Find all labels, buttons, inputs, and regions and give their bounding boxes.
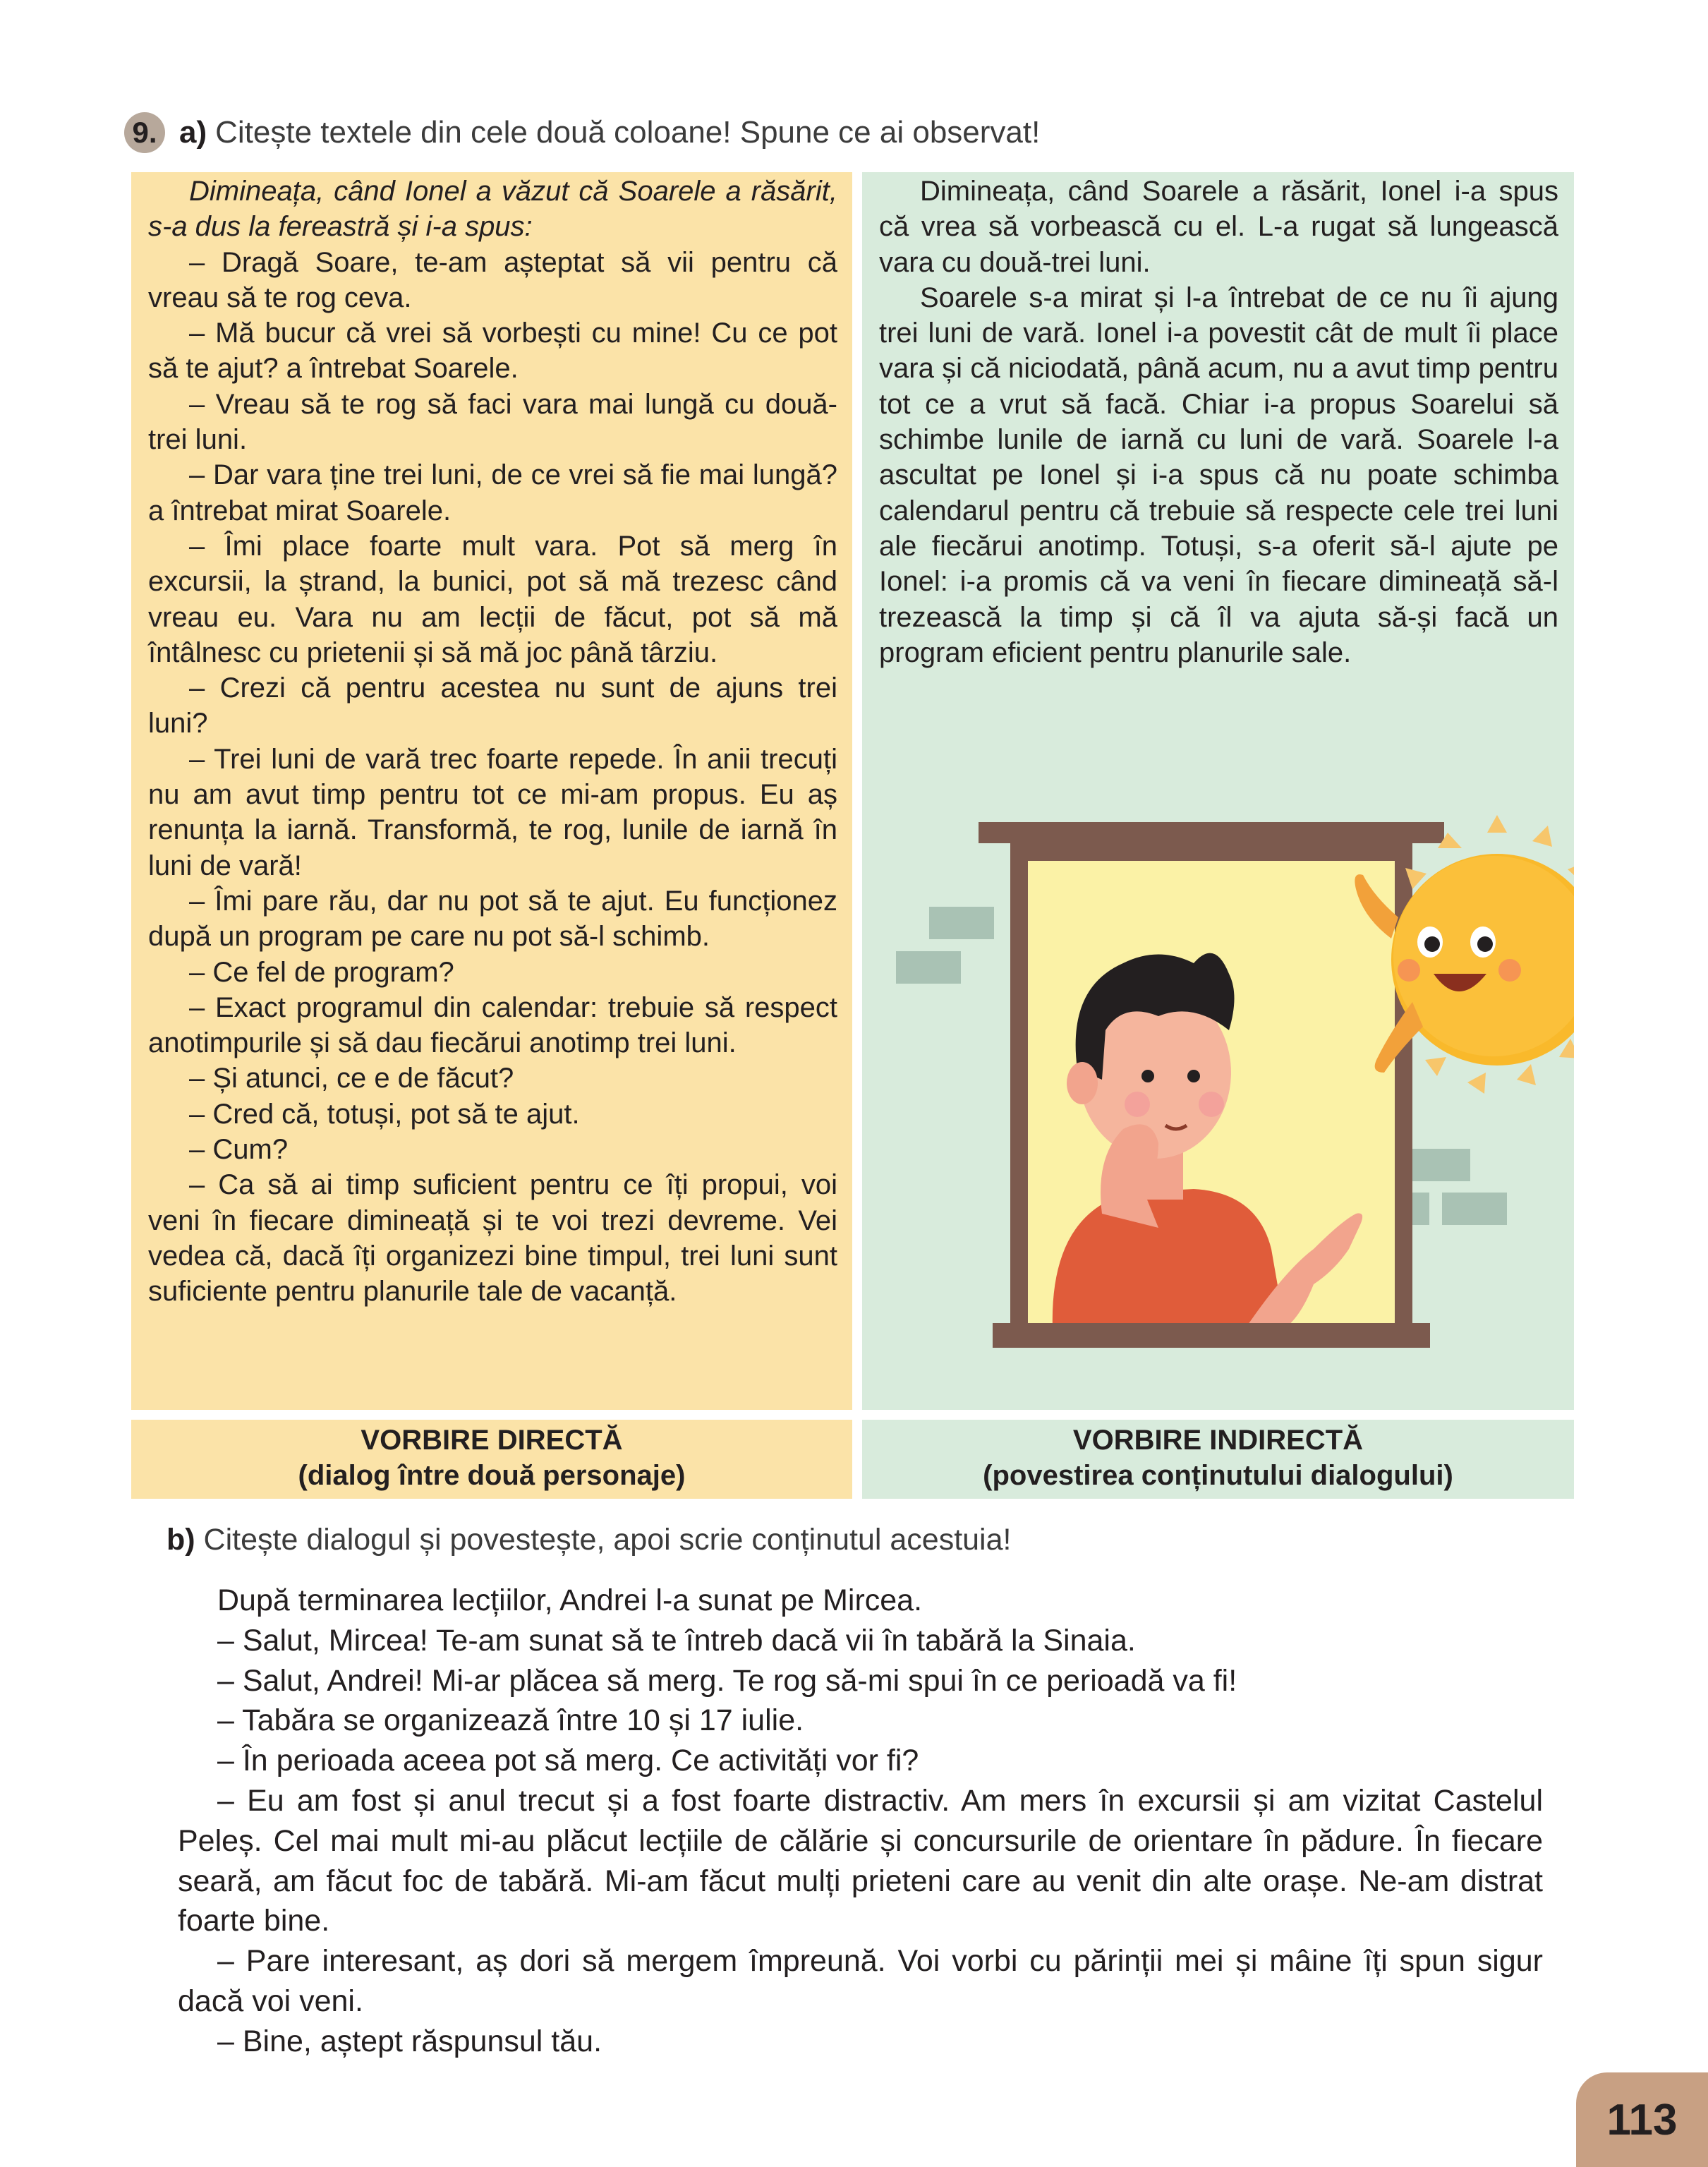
dialog-line: După terminarea lecțiilor, Andrei l-a sunat pe Mircea.: [217, 1583, 923, 1617]
brick-icon: [929, 907, 994, 939]
direct-speech-caption: [131, 1423, 852, 1493]
cheek: [1199, 1092, 1224, 1117]
part-b-dialog: [178, 1581, 1543, 2062]
narration-paragraph: Soarele s-a mirat și l-a întrebat de ce nu îi ajung trei luni de vară. Ionel i-a povestit cât de mult îi place vara și că niciodată, până acum, nu a avut timp pentru tot ce a vrut să facă. Chiar i-a propus Soarelui să schimbe lunile de iarnă cu luni de vară. Soarele l-a ascultat pe Ionel și i-a spus că nu poate schimba calendarul pentru că trebuie să respecte cele trei luni ale fiecărui anotimp. Totuși, s-a oferit să-l ajute pe Ionel: i-a promis că va veni în fiecare dimineață să-l trezească la timp și că îl va ajuta să-și facă un program eficient pentru planurile sale.: [879, 282, 1558, 668]
indirect-speech-caption: [862, 1423, 1574, 1493]
direct-speech-intro: Dimineața, când Ionel a văzut că Soarele a răsărit, s-a dus la fereastră și i-a spus:: [148, 176, 837, 243]
dialog-line: – Salut, Mircea! Te-am sunat să te întreb dacă vii în tabără la Sinaia.: [217, 1623, 1136, 1658]
window-bottom-sill: [993, 1323, 1430, 1348]
dialog-line: – Ce fel de program?: [189, 956, 454, 988]
brick-icon: [896, 951, 961, 984]
dialog-line: – Ca să ai timp suficient pentru ce îți propui, voi veni în fiecare dimineață și te voi trezi devreme. Vei vedea că, dacă îți organizezi bine timpul, trei luni sunt suficiente pentru planurile tale de vacanță.: [148, 1169, 837, 1308]
part-a-instruction: Citește textele din cele două coloane! Spune ce ai observat!: [215, 115, 1041, 150]
dialog-line: – Și atunci, ce e de făcut?: [189, 1063, 514, 1094]
dialog-line: – Cum?: [189, 1134, 289, 1166]
indirect-speech-text: [879, 174, 1558, 670]
dialog-line: – Tabăra se organizează între 10 și 17 iulie.: [217, 1703, 804, 1738]
narration-paragraph: Dimineața, când Soarele a răsărit, Ionel i-a spus că vrea să vorbească cu el. L-a rugat să lungească vara cu două-trei luni.: [879, 176, 1558, 278]
indirect-speech-title: VORBIRE INDIRECTĂ: [1072, 1425, 1364, 1456]
part-b-instruction: Citește dialogul și povestește, apoi scrie conținutul acestuia!: [203, 1523, 1012, 1557]
direct-speech-title: VORBIRE DIRECTĂ: [361, 1425, 623, 1456]
exercise-number-badge: 9.: [124, 112, 165, 153]
direct-speech-text: [148, 174, 837, 1310]
dialog-line: – Eu am fost și anul trecut și a fost foarte distractiv. Am mers în excursii și am vizitat Castelul Peleș. Cel mai mult mi-au plăcut lecțiile de călărie și concursurile de orientare în pădure. În fiecare seară, am făcut foc de tabără. Mi-am făcut mulți prieteni care au venit din alte orașe. Ne-am distrat foarte bine.: [178, 1783, 1543, 1938]
part-a-label: a): [179, 115, 207, 150]
window-top-sill: [979, 822, 1444, 843]
part-b-label: b): [166, 1523, 195, 1557]
dialog-line: – Crezi că pentru acestea nu sunt de ajuns trei luni?: [148, 672, 837, 740]
dialog-line: – Vreau să te rog să faci vara mai lungă cu două-trei luni.: [148, 388, 837, 456]
eye: [1141, 1070, 1154, 1082]
boy-at-window-illustration: [862, 762, 1574, 1397]
dialog-line: – Bine, aștept răspunsul tău.: [217, 2024, 602, 2058]
dialog-line: – Cred că, totuși, pot să te ajut.: [189, 1098, 580, 1130]
ear: [1067, 1062, 1098, 1104]
part-b-header: [166, 1523, 1011, 1557]
brick-icon: [1405, 1149, 1470, 1181]
dialog-line: – Pare interesant, aș dori să mergem împreună. Voi vorbi cu părinții mei și mâine îți spun sigur dacă voi veni.: [178, 1944, 1543, 2018]
dialog-line: – Îmi place foarte mult vara. Pot să merg în excursii, la ștrand, la bunici, pot să mă trezesc când vreau eu. Vara nu am lecții de făcut, pot să mă întâlnesc cu prietenii și să mă joc până târziu.: [148, 530, 837, 668]
cheek: [1125, 1092, 1150, 1117]
dialog-line: – În perioada aceea pot să merg. Ce activități vor fi?: [217, 1744, 919, 1778]
exercise-header: [124, 109, 1040, 157]
indirect-speech-subtitle: (povestirea conținutului dialogului): [983, 1460, 1453, 1491]
dialog-line: – Exact programul din calendar: trebuie să respect anotimpurile și să dau fiecărui anotimp trei luni.: [148, 991, 837, 1059]
direct-speech-subtitle: (dialog între două personaje): [298, 1460, 686, 1491]
dialog-line: – Mă bucur că vrei să vorbești cu mine! Cu ce pot să te ajut? a întrebat Soarele.: [148, 318, 837, 385]
brick-icon: [1442, 1193, 1507, 1225]
eye: [1187, 1070, 1200, 1082]
dialog-line: – Dragă Soare, te-am așteptat să vii pentru că vreau să te rog ceva.: [148, 246, 837, 313]
dialog-line: – Trei luni de vară trec foarte repede. În anii trecuți nu am avut timp pentru tot ce mi-am propus. Eu aș renunța la iarnă. Transformă, te rog, lunile de iarnă în luni de vară!: [148, 743, 837, 881]
page-number: 113: [1576, 2072, 1708, 2167]
dialog-line: – Salut, Andrei! Mi-ar plăcea să merg. Te rog să-mi spui în ce perioadă va fi!: [217, 1663, 1237, 1698]
dialog-line: – Îmi pare rău, dar nu pot să te ajut. Eu funcționez după un program pe care nu pot să-l schimb.: [148, 885, 837, 953]
dialog-line: – Dar vara ține trei luni, de ce vrei să fie mai lungă? a întrebat mirat Soarele.: [148, 459, 837, 526]
